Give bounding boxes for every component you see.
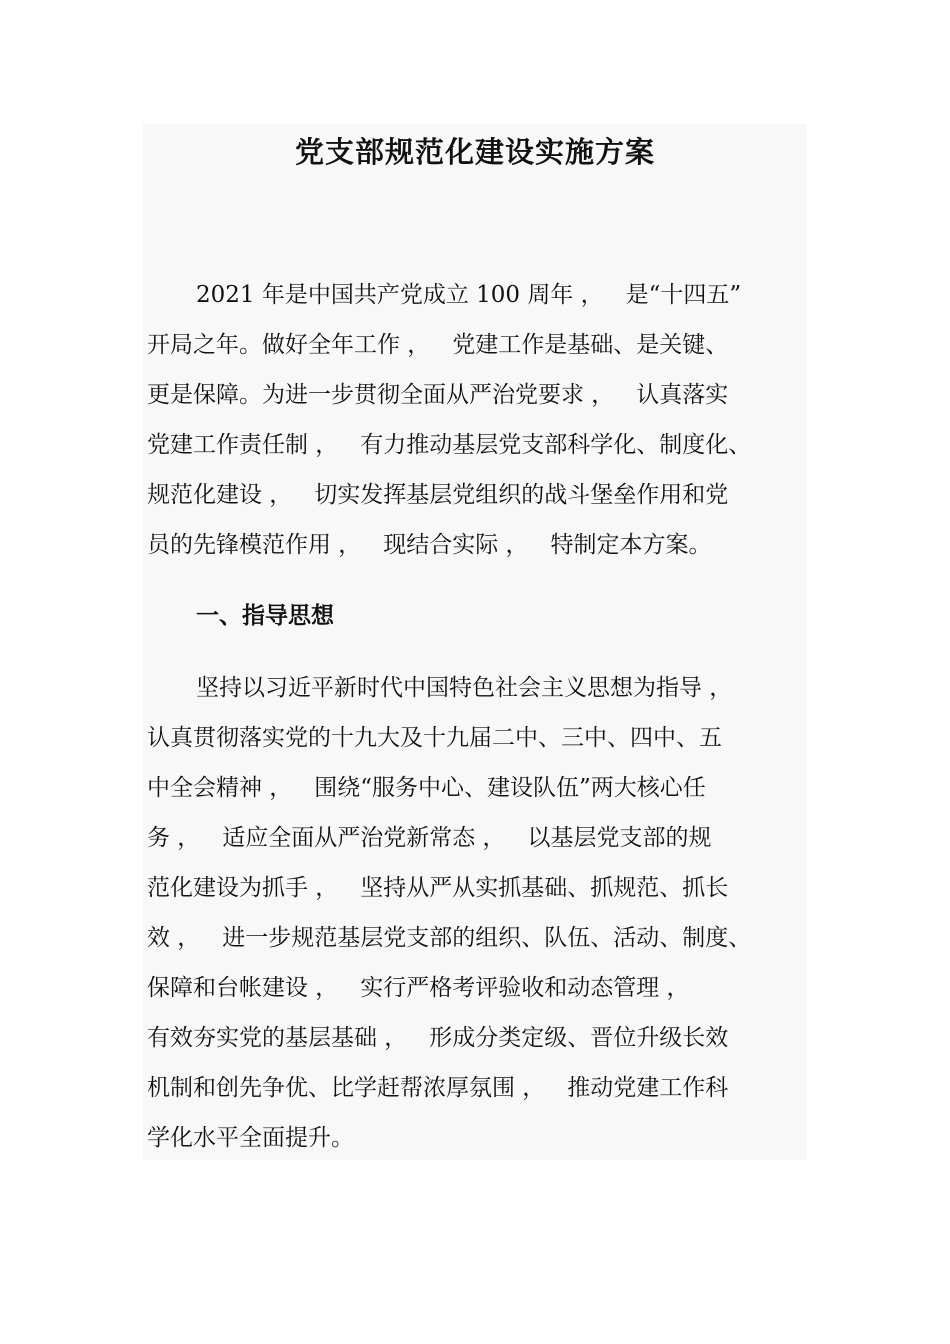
intro-line-2: 开局之年。做好全年工作 ， 党建工作是基础、是关键、	[147, 332, 729, 358]
section-heading-guiding-ideology: 一、指导思想	[196, 603, 334, 629]
section1-line-8: 有效夯实党的基层基础 ， 形成分类定级、晋位升级长效	[147, 1025, 729, 1051]
intro-line-5: 规范化建设 ， 切实发挥基层党组织的战斗堡垒作用和党	[147, 482, 729, 508]
section1-line-5: 范化建设为抓手 ， 坚持从严从实抓基础、抓规范、抓长	[147, 875, 729, 901]
section1-line-7: 保障和台帐建设 ， 实行严格考评验收和动态管理 ，	[147, 975, 690, 1001]
document-title: 党支部规范化建设实施方案	[294, 135, 655, 169]
section1-line-1: 坚持以习近平新时代中国特色社会主义思想为指导 ，	[196, 675, 733, 701]
intro-line-3: 更是保障。为进一步贯彻全面从严治党要求 ， 认真落实	[147, 382, 729, 408]
section1-line-3: 中全会精神 ， 围绕“服务中心、建设队伍”两大核心任	[147, 775, 706, 801]
section1-line-4: 务 ， 适应全面从严治党新常态 ， 以基层党支部的规	[147, 825, 712, 851]
intro-line-6: 员的先锋模范作用 ， 现结合实际 ， 特制定本方案。	[147, 532, 712, 558]
intro-line-1: 2021 年是中国共产党成立 100 周年 ， 是“十四五”	[196, 282, 742, 308]
section1-line-2: 认真贯彻落实党的十九大及十九届二中、三中、四中、五	[147, 725, 722, 751]
section1-line-10: 学化水平全面提升。	[147, 1125, 354, 1151]
section1-line-6: 效 ， 进一步规范基层党支部的组织、队伍、活动、制度、	[147, 925, 752, 951]
section1-line-9: 机制和创先争优、比学赶帮浓厚氛围 ， 推动党建工作科	[147, 1075, 729, 1101]
intro-line-4: 党建工作责任制 ， 有力推动基层党支部科学化、制度化、	[147, 432, 752, 458]
